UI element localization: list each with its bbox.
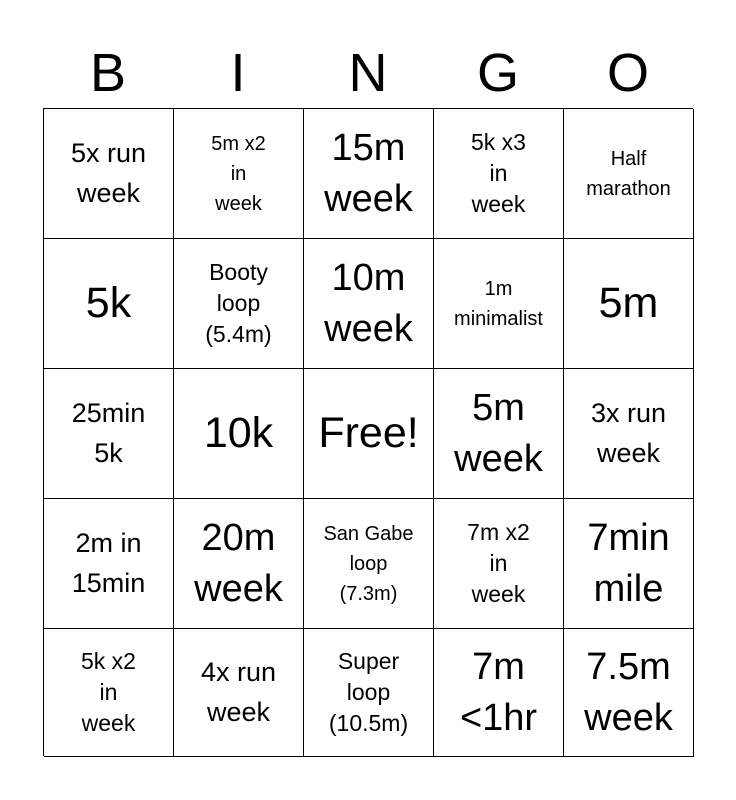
bingo-cell-label: 5k x2 in week bbox=[81, 647, 136, 737]
bingo-cell-label: Half marathon bbox=[586, 147, 671, 200]
bingo-cell-r1-c1[interactable] bbox=[44, 109, 174, 239]
bingo-cell-label: 5k x3 in week bbox=[471, 128, 526, 218]
bingo-cell-r4-c2[interactable] bbox=[174, 499, 304, 629]
bingo-cell-r3-c4[interactable] bbox=[434, 369, 564, 499]
bingo-cell-label: 10m week bbox=[324, 257, 413, 350]
bingo-cell-label: 5m week bbox=[454, 387, 543, 480]
bingo-cell-label: 1m minimalist bbox=[454, 277, 543, 330]
bingo-cell-label: 5x run week bbox=[70, 138, 147, 208]
bingo-cell-label: 7m <1hr bbox=[459, 646, 538, 739]
bingo-cell-r3-c1[interactable] bbox=[44, 369, 174, 499]
bingo-cell-label: 7.5m week bbox=[584, 646, 673, 739]
bingo-cell-r5-c5[interactable] bbox=[564, 629, 694, 757]
bingo-cell-r2-c3[interactable] bbox=[304, 239, 434, 369]
bingo-cell-r5-c4[interactable] bbox=[434, 629, 564, 757]
bingo-cell-label: 2m in 15min bbox=[71, 528, 146, 598]
bingo-cell-r4-c3[interactable] bbox=[304, 499, 434, 629]
bingo-cell-r5-c1[interactable] bbox=[44, 629, 174, 757]
bingo-cell-label: 15m week bbox=[324, 127, 413, 220]
bingo-cell-label: San Gabe loop (7.3m) bbox=[323, 522, 414, 605]
bingo-cell-label: 25min 5k bbox=[71, 398, 146, 468]
bingo-cell-r2-c5[interactable] bbox=[564, 239, 694, 369]
bingo-cell-r1-c3[interactable] bbox=[304, 109, 434, 239]
bingo-cell-r2-c2[interactable] bbox=[174, 239, 304, 369]
bingo-cell-r5-c3[interactable] bbox=[304, 629, 434, 757]
bingo-cell-r4-c1[interactable] bbox=[44, 499, 174, 629]
bingo-cell-label: 20m week bbox=[194, 517, 283, 610]
header-letter-g: G bbox=[476, 43, 519, 103]
bingo-cell-r3-c5[interactable] bbox=[564, 369, 694, 499]
bingo-cell-r4-c5[interactable] bbox=[564, 499, 694, 629]
bingo-cell-label: Super loop (10.5m) bbox=[328, 647, 409, 737]
bingo-header bbox=[43, 38, 693, 108]
free-space-cell[interactable] bbox=[304, 369, 434, 499]
bingo-cell-label: 7m x2 in week bbox=[467, 518, 530, 608]
header-letter-o: O bbox=[606, 43, 649, 103]
bingo-cell-r1-c5[interactable] bbox=[564, 109, 694, 239]
bingo-cell-r5-c2[interactable] bbox=[174, 629, 304, 757]
bingo-cell-label: 5m bbox=[598, 279, 659, 328]
bingo-cell-label: 10k bbox=[203, 409, 274, 458]
bingo-cell-r3-c2[interactable] bbox=[174, 369, 304, 499]
bingo-cell-label: 5k bbox=[85, 279, 132, 328]
bingo-cell-r2-c4[interactable] bbox=[434, 239, 564, 369]
bingo-cell-r1-c2[interactable] bbox=[174, 109, 304, 239]
bingo-cell-label: 5m x2 in week bbox=[211, 132, 266, 215]
bingo-cell-r1-c4[interactable] bbox=[434, 109, 564, 239]
free-space-label: Free! bbox=[318, 409, 419, 458]
header-letter-b: B bbox=[89, 43, 127, 103]
bingo-cell-r4-c4[interactable] bbox=[434, 499, 564, 629]
header-letter-i: I bbox=[230, 43, 246, 103]
bingo-cell-label: 4x run week bbox=[200, 657, 277, 727]
bingo-cell-r2-c1[interactable] bbox=[44, 239, 174, 369]
header-letter-n: N bbox=[348, 43, 388, 103]
bingo-cell-label: 7min mile bbox=[587, 517, 670, 610]
bingo-cell-label: Booty loop (5.4m) bbox=[205, 258, 272, 348]
bingo-cell-label: 3x run week bbox=[590, 398, 667, 468]
bingo-grid bbox=[43, 108, 693, 756]
